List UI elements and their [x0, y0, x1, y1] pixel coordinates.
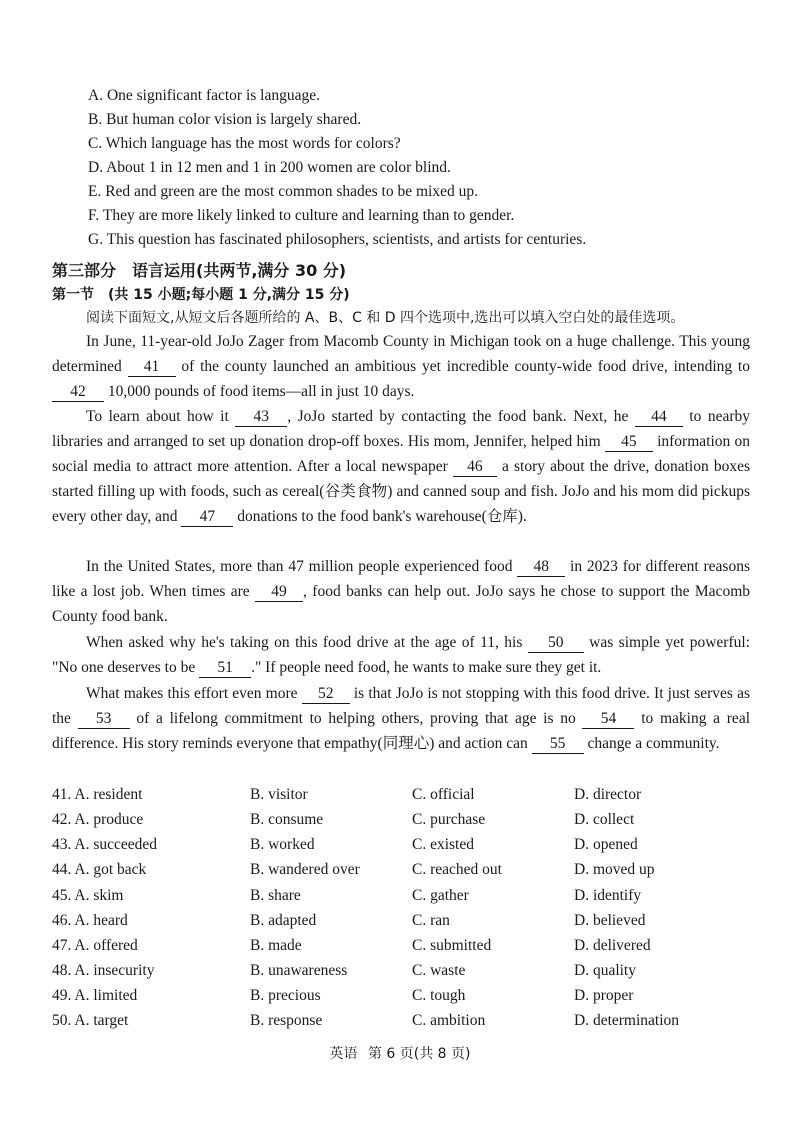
- q50-option-b: B. response: [250, 1012, 323, 1029]
- blank-49: 49: [255, 583, 303, 602]
- blank-54: 54: [582, 710, 634, 729]
- footer-subject: 英语: [329, 1046, 358, 1062]
- p2-text-5: a story about the drive, donation boxes started filling up with foods, such as cereal(谷类食物) and canned soup and fish. JoJo and his mom did pickups every other day, and: [52, 458, 750, 525]
- q43-option-b: B. worked: [250, 836, 315, 853]
- p2-text-2: , JoJo started by contacting the food bank. Next, he: [287, 408, 635, 425]
- passage-paragraph-3: [52, 554, 750, 629]
- section-subtitle: 第一节 (共 15 小题;每小题 1 分,满分 15 分): [52, 287, 350, 303]
- q46-option-a: 46. A. heard: [52, 912, 128, 929]
- blank-55: 55: [532, 735, 584, 754]
- q44-option-c: C. reached out: [412, 861, 502, 878]
- q49-option-d: D. proper: [574, 987, 634, 1004]
- q47-option-c: C. submitted: [412, 937, 492, 954]
- p1-text-3: 10,000 pounds of food items—all in just 10 days.: [104, 383, 415, 400]
- blank-50: 50: [528, 634, 584, 653]
- p3-text-1: In the United States, more than 47 million people experienced food: [86, 558, 518, 575]
- blank-41: 41: [128, 358, 176, 377]
- p4-text-3: ." If people need food, he wants to make sure they get it.: [251, 659, 602, 676]
- q42-option-c: C. purchase: [412, 811, 486, 828]
- q48-option-a: 48. A. insecurity: [52, 962, 155, 979]
- q50-option-d: D. determination: [574, 1012, 680, 1029]
- q46-option-c: C. ran: [412, 912, 450, 929]
- blank-42: 42: [52, 383, 104, 402]
- p5-text-3: of a lifelong commitment to helping others, proving that age is no: [129, 710, 583, 727]
- blank-51: 51: [199, 659, 251, 678]
- q47-option-d: D. delivered: [574, 937, 651, 954]
- q41-option-d: D. director: [574, 786, 642, 803]
- section-title: 第三部分 语言运用(共两节,满分 30 分): [52, 261, 347, 280]
- q50-option-a: 50. A. target: [52, 1012, 129, 1029]
- p2-text-3: to nearby libraries and arranged to set up donation drop-off boxes. His mom, Jennifer, helped him: [52, 408, 750, 450]
- p1-text-1: In June, 11-year-old JoJo Zager from Macomb County in Michigan took on a huge challenge. This young determined: [52, 333, 750, 375]
- p3-text-3: , food banks can help out. JoJo says he chose to support the Macomb County food bank.: [52, 583, 750, 625]
- question-row-44: [52, 857, 752, 882]
- blank-53: 53: [78, 710, 130, 729]
- q49-option-a: 49. A. limited: [52, 987, 138, 1004]
- p4-text-2: was simple yet powerful: "No one deserves to be: [52, 634, 750, 676]
- p2-text-1: To learn about how it: [86, 408, 236, 425]
- question-row-47: [52, 933, 752, 958]
- p2-text-6: donations to the food bank's warehouse(仓库).: [233, 508, 527, 525]
- q48-option-d: D. quality: [574, 962, 636, 979]
- question-row-43: [52, 832, 752, 857]
- q43-option-a: 43. A. succeeded: [52, 836, 158, 853]
- q44-option-a: 44. A. got back: [52, 861, 147, 878]
- blank-45: 45: [605, 433, 653, 452]
- q42-option-b: B. consume: [250, 811, 324, 828]
- q41-option-b: B. visitor: [250, 786, 308, 803]
- q48-option-b: B. unawareness: [250, 962, 348, 979]
- p4-text-1: When asked why he's taking on this food drive at the age of 11, his: [86, 634, 528, 651]
- blank-46: 46: [453, 458, 497, 477]
- blank-44: 44: [635, 408, 683, 427]
- q42-option-d: D. collect: [574, 811, 635, 828]
- p5-text-4: to making a real difference. His story reminds everyone that empathy(同理心) and action can: [52, 710, 750, 752]
- question-row-50: [52, 1008, 752, 1033]
- passage-paragraph-4: [52, 630, 750, 680]
- option-b: B. But human color vision is largely shared.: [88, 111, 362, 128]
- q47-option-a: 47. A. offered: [52, 937, 138, 954]
- blank-52: 52: [302, 685, 350, 704]
- p3-text-2: in 2023 for different reasons like a lost job. When times are: [52, 558, 750, 600]
- q43-option-c: C. existed: [412, 836, 474, 853]
- q45-option-b: B. share: [250, 887, 301, 904]
- q43-option-d: D. opened: [574, 836, 638, 853]
- q45-option-a: 45. A. skim: [52, 887, 124, 904]
- q50-option-c: C. ambition: [412, 1012, 486, 1029]
- question-row-41: [52, 782, 752, 807]
- question-row-42: [52, 807, 752, 832]
- question-row-46: [52, 908, 752, 933]
- q42-option-a: 42. A. produce: [52, 811, 144, 828]
- option-f: F. They are more likely linked to culture and learning than to gender.: [88, 207, 515, 224]
- option-d: D. About 1 in 12 men and 1 in 200 women are color blind.: [88, 159, 451, 176]
- blank-48: 48: [517, 558, 565, 577]
- question-row-45: [52, 883, 752, 908]
- q41-option-c: C. official: [412, 786, 475, 803]
- q44-option-d: D. moved up: [574, 861, 655, 878]
- q48-option-c: C. waste: [412, 962, 466, 979]
- page-footer: [0, 1043, 800, 1063]
- p1-text-2: of the county launched an ambitious yet incredible county-wide food drive, intending to: [175, 358, 750, 375]
- p5-text-1: What makes this effort even more: [86, 685, 302, 702]
- passage-paragraph-5: [52, 681, 750, 756]
- option-e: E. Red and green are the most common shades to be mixed up.: [88, 183, 478, 200]
- q45-option-c: C. gather: [412, 887, 469, 904]
- passage-paragraph-1: [52, 329, 750, 404]
- option-a: A. One significant factor is language.: [88, 87, 320, 104]
- q46-option-d: D. believed: [574, 912, 646, 929]
- q49-option-b: B. precious: [250, 987, 321, 1004]
- option-c: C. Which language has the most words for colors?: [88, 135, 401, 152]
- q44-option-b: B. wandered over: [250, 861, 360, 878]
- blank-47: 47: [181, 508, 233, 527]
- question-row-48: [52, 958, 752, 983]
- option-g: G. This question has fascinated philosophers, scientists, and artists for centuries.: [88, 231, 587, 248]
- q45-option-d: D. identify: [574, 887, 642, 904]
- section-instruction: 阅读下面短文,从短文后各题所给的 A、B、C 和 D 四个选项中,选出可以填入空白处的最佳选项。: [86, 310, 685, 326]
- question-row-49: [52, 983, 752, 1008]
- p5-text-5: change a community.: [583, 735, 720, 752]
- q49-option-c: C. tough: [412, 987, 466, 1004]
- footer-page-number: 第 6 页(共 8 页): [367, 1046, 471, 1062]
- p2-text-4: information on social media to attract more attention. After a local newspaper: [52, 433, 750, 475]
- p5-text-2: is that JoJo is not stopping with this food drive. It just serves as the: [52, 685, 751, 727]
- blank-43: 43: [235, 408, 287, 427]
- q41-option-a: 41. A. resident: [52, 786, 143, 803]
- q47-option-b: B. made: [250, 937, 302, 954]
- q46-option-b: B. adapted: [250, 912, 317, 929]
- passage-paragraph-2: [52, 404, 750, 529]
